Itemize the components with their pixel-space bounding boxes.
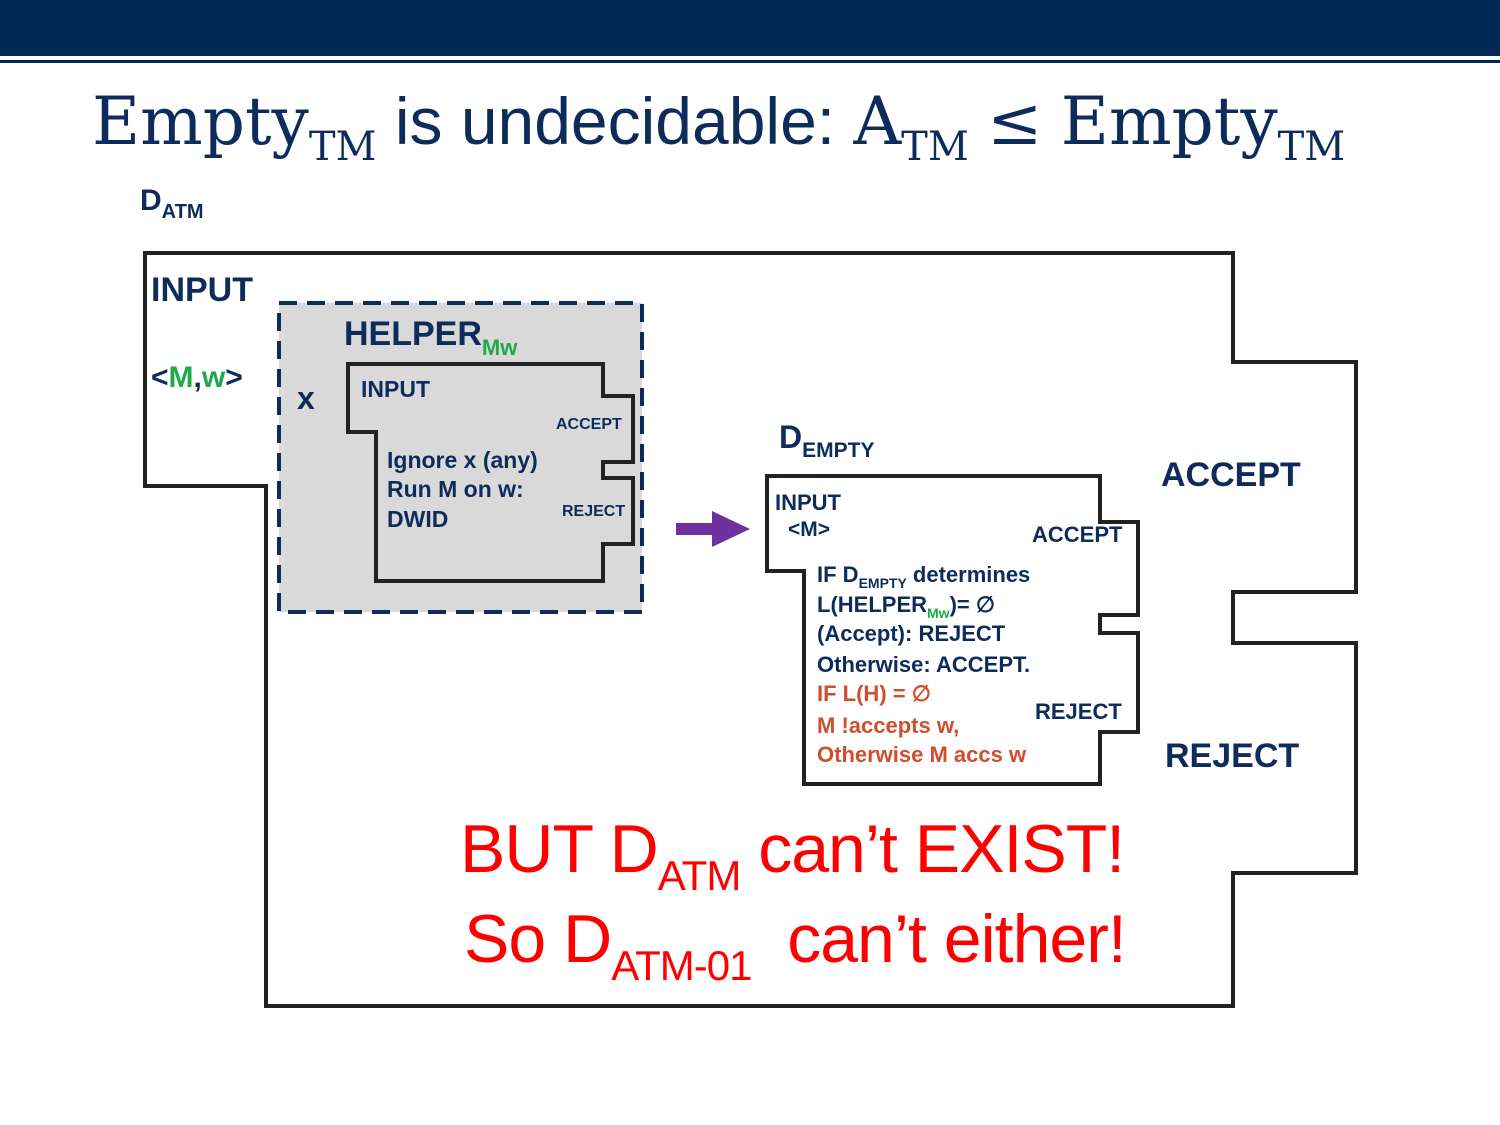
conclusion-line-2 — [464, 900, 1126, 989]
dempty-line-6: M !accepts w, — [817, 713, 960, 738]
datm-label-d: D — [140, 184, 162, 217]
dempty-input-label: INPUT — [775, 490, 841, 515]
purple-arrow-icon — [676, 511, 750, 547]
input-w: w — [201, 361, 226, 394]
dempty-accept-label: ACCEPT — [1032, 522, 1123, 547]
datm-input-label: INPUT — [151, 271, 253, 309]
helper-input-label: INPUT — [361, 376, 430, 402]
dempty-line-2-post: )= ∅ — [949, 592, 996, 617]
header-rule — [0, 60, 1500, 63]
conclusion-line-2-pre: So D — [464, 901, 612, 977]
helper-body-line-3: DWID — [387, 506, 449, 532]
dempty-line-7: Otherwise M accs w — [817, 742, 1027, 767]
slide-title — [92, 82, 1346, 170]
dempty-label-sub: EMPTY — [802, 439, 875, 462]
title-atm-sub: TM — [901, 124, 969, 170]
title-empty2-sub: TM — [1277, 124, 1346, 170]
dempty-line-4: Otherwise: ACCEPT. — [817, 652, 1031, 677]
dempty-line-2-pre: L(HELPER — [817, 592, 927, 617]
dempty-input-arg: <M> — [788, 518, 831, 541]
conclusion-line-2-sub: ATM-01 — [611, 942, 752, 989]
conclusion-line-1-post: can’t EXIST! — [740, 811, 1125, 887]
header-bar — [0, 0, 1500, 56]
dempty-line-1-post: determines — [906, 562, 1031, 587]
title-empty-sub: TM — [308, 124, 377, 170]
datm-reject-label: REJECT — [1165, 737, 1300, 775]
title-atm: A — [853, 83, 902, 160]
input-comma: , — [193, 361, 202, 394]
conclusion-line-1-sub: ATM — [657, 852, 741, 899]
dempty-line-2 — [817, 592, 996, 621]
conclusion-line-1 — [460, 810, 1125, 899]
input-close-bracket: > — [225, 361, 243, 394]
title-empty: Empty — [92, 83, 309, 160]
helper-accept-label: ACCEPT — [556, 416, 622, 433]
input-m: M — [168, 361, 194, 394]
input-open-bracket: < — [151, 361, 169, 394]
dempty-label-d: D — [779, 419, 803, 455]
datm-accept-label: ACCEPT — [1161, 456, 1301, 494]
title-leq: ≤ — [987, 83, 1043, 160]
dempty-line-1 — [817, 562, 1031, 591]
helper-x-input: x — [297, 380, 315, 416]
helper-reject-label: REJECT — [562, 503, 626, 520]
helper-title — [344, 315, 518, 360]
helper-title-sub: Mw — [481, 335, 518, 360]
helper-title-text: HELPER — [344, 315, 482, 353]
dempty-label — [779, 419, 875, 462]
dempty-line-5: IF L(H) = ∅ — [817, 681, 931, 706]
datm-label-sub: ATM — [161, 201, 204, 223]
dempty-reject-label: REJECT — [1035, 699, 1122, 724]
datm-label — [140, 184, 204, 223]
dempty-line-1-sub: EMPTY — [858, 575, 907, 591]
title-middle: is undecidable: — [394, 84, 854, 158]
dempty-line-1-pre: IF D — [817, 562, 859, 587]
conclusion-line-2-post: can’t either! — [751, 901, 1126, 977]
datm-input-arg — [151, 361, 243, 395]
helper-body-line-2: Run M on w: — [387, 476, 524, 502]
dempty-line-2-sub: Mw — [927, 605, 950, 621]
helper-body-line-1: Ignore x (any) — [387, 447, 538, 473]
title-empty2: Empty — [1060, 83, 1278, 160]
conclusion-line-1-pre: BUT D — [460, 811, 658, 887]
dempty-line-3: (Accept): REJECT — [817, 621, 1006, 646]
